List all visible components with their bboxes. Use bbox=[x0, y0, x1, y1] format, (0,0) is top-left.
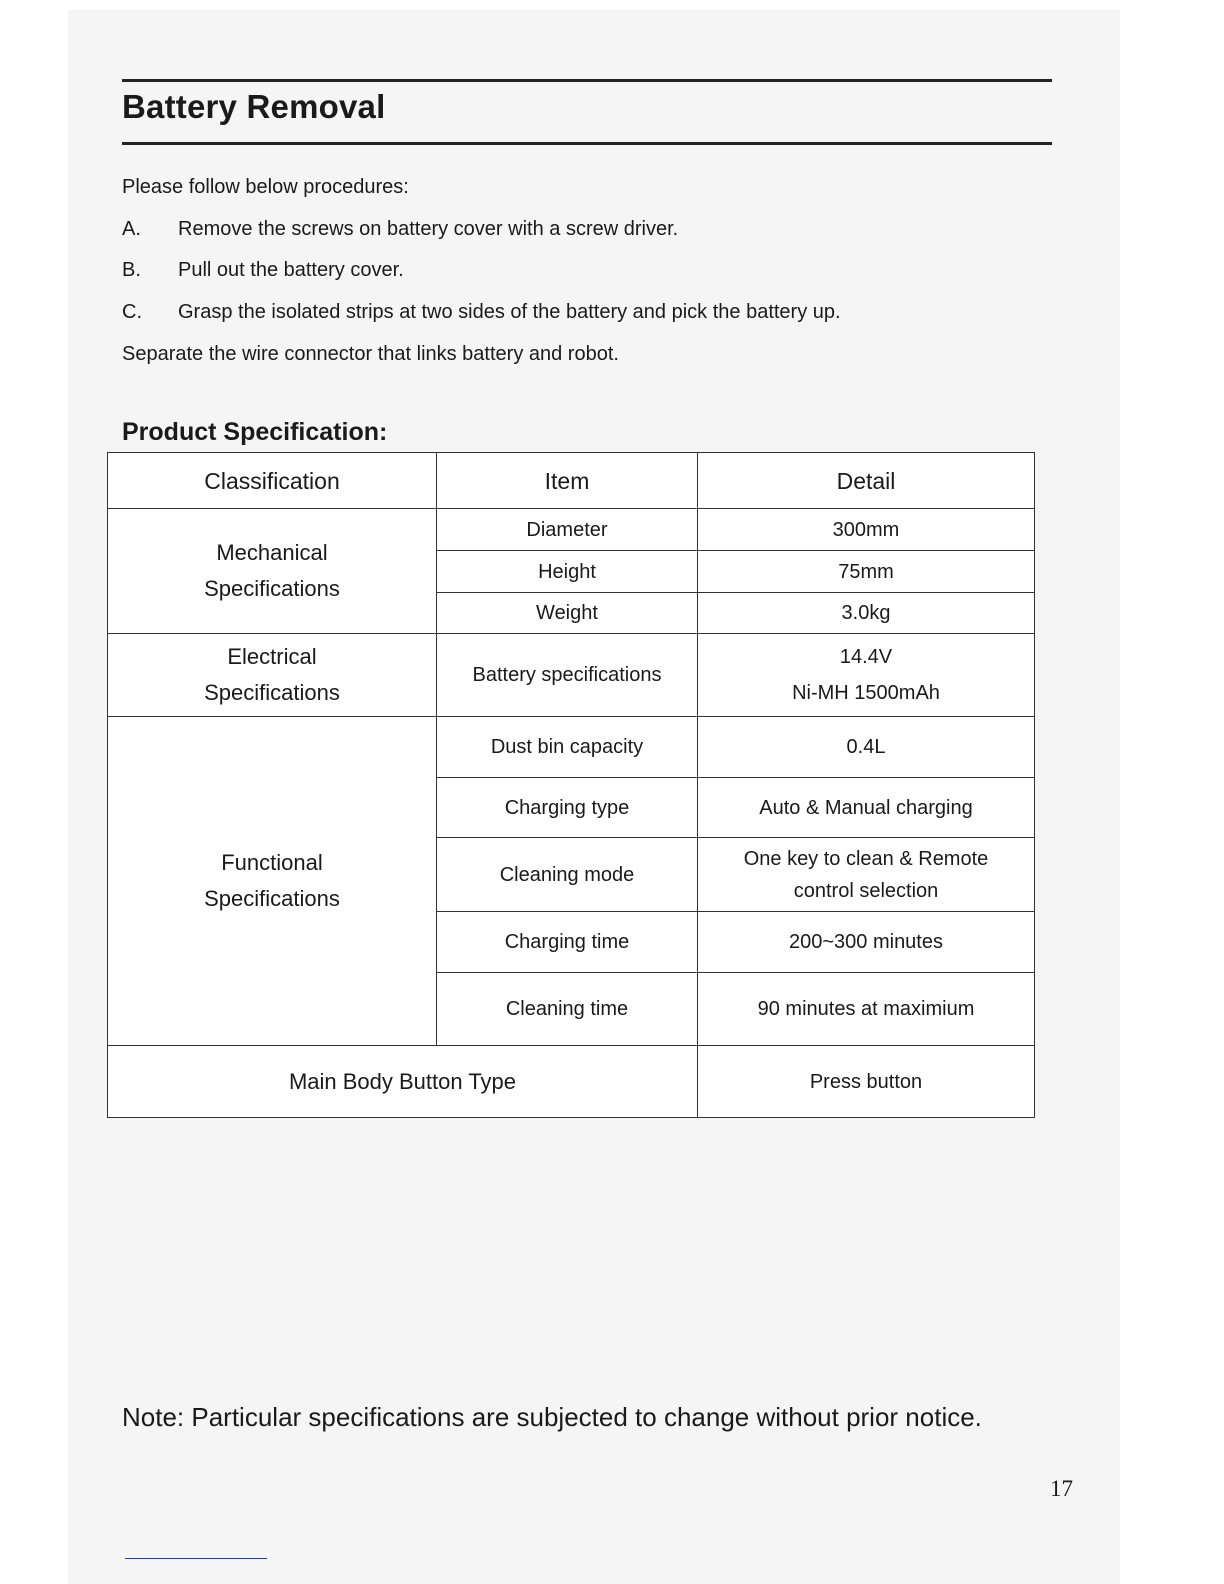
spec-table bbox=[107, 452, 1035, 1118]
detail-line: 14.4V bbox=[839, 646, 893, 668]
detail-cell bbox=[698, 634, 1035, 717]
item-cell: Cleaning time bbox=[437, 973, 698, 1046]
note-text: Note: Particular specifications are subjected to change without prior notice. bbox=[122, 1402, 982, 1432]
item-cell: Charging type bbox=[437, 778, 698, 838]
header-classification: Classification bbox=[108, 453, 437, 509]
title-bottom-rule bbox=[122, 142, 1052, 145]
table-row bbox=[108, 634, 1035, 717]
detail-cell: 3.0kg bbox=[698, 593, 1035, 634]
spec-title: Product Specification: bbox=[122, 418, 388, 446]
item-cell: Height bbox=[437, 551, 698, 593]
page-title: Battery Removal bbox=[122, 88, 386, 125]
item-cell: Charging time bbox=[437, 912, 698, 973]
detail-cell bbox=[698, 838, 1035, 912]
step-letter: A. bbox=[122, 218, 141, 240]
step-text: Remove the screws on battery cover with a screw driver. bbox=[178, 218, 679, 240]
item-cell: Cleaning mode bbox=[437, 838, 698, 912]
detail-line: One key to clean & Remote bbox=[743, 847, 989, 870]
closing-text: Separate the wire connector that links battery and robot. bbox=[122, 343, 619, 365]
detail-cell: Auto & Manual charging bbox=[698, 778, 1035, 838]
item-cell: Diameter bbox=[437, 509, 698, 551]
footer-line bbox=[125, 1558, 267, 1559]
classification-line: Functional bbox=[221, 850, 323, 875]
item-cell: Dust bin capacity bbox=[437, 717, 698, 778]
page-number: 17 bbox=[1050, 1476, 1073, 1501]
detail-cell: 200~300 minutes bbox=[698, 912, 1035, 973]
step-letter: B. bbox=[122, 259, 141, 281]
mechanical-classification bbox=[108, 509, 437, 634]
step-text: Grasp the isolated strips at two sides of the battery and pick the battery up. bbox=[178, 301, 841, 323]
classification-line: Electrical bbox=[227, 644, 317, 669]
detail-cell: 300mm bbox=[698, 509, 1035, 551]
classification-line: Specifications bbox=[204, 576, 340, 601]
table-header-row bbox=[108, 453, 1035, 509]
electrical-classification bbox=[108, 634, 437, 717]
title-top-rule bbox=[122, 79, 1052, 82]
classification-line: Specifications bbox=[204, 680, 340, 705]
detail-cell: 90 minutes at maximium bbox=[698, 973, 1035, 1046]
table-row bbox=[108, 509, 1035, 551]
detail-cell: Press button bbox=[698, 1046, 1035, 1118]
classification-line: Specifications bbox=[204, 886, 340, 911]
detail-cell: 75mm bbox=[698, 551, 1035, 593]
item-cell: Weight bbox=[437, 593, 698, 634]
functional-classification bbox=[108, 717, 437, 1046]
classification-line: Mechanical bbox=[216, 540, 328, 565]
table-row bbox=[108, 717, 1035, 778]
detail-cell: 0.4L bbox=[698, 717, 1035, 778]
header-detail: Detail bbox=[698, 453, 1035, 509]
detail-line: Ni-MH 1500mAh bbox=[792, 682, 940, 704]
table-row bbox=[108, 1046, 1035, 1118]
header-item: Item bbox=[437, 453, 698, 509]
step-letter: C. bbox=[122, 301, 142, 323]
item-cell: Battery specifications bbox=[437, 634, 698, 717]
main-body-label: Main Body Button Type bbox=[108, 1046, 698, 1118]
intro-text: Please follow below procedures: bbox=[122, 176, 409, 198]
step-text: Pull out the battery cover. bbox=[178, 259, 404, 281]
detail-line: control selection bbox=[793, 879, 939, 902]
